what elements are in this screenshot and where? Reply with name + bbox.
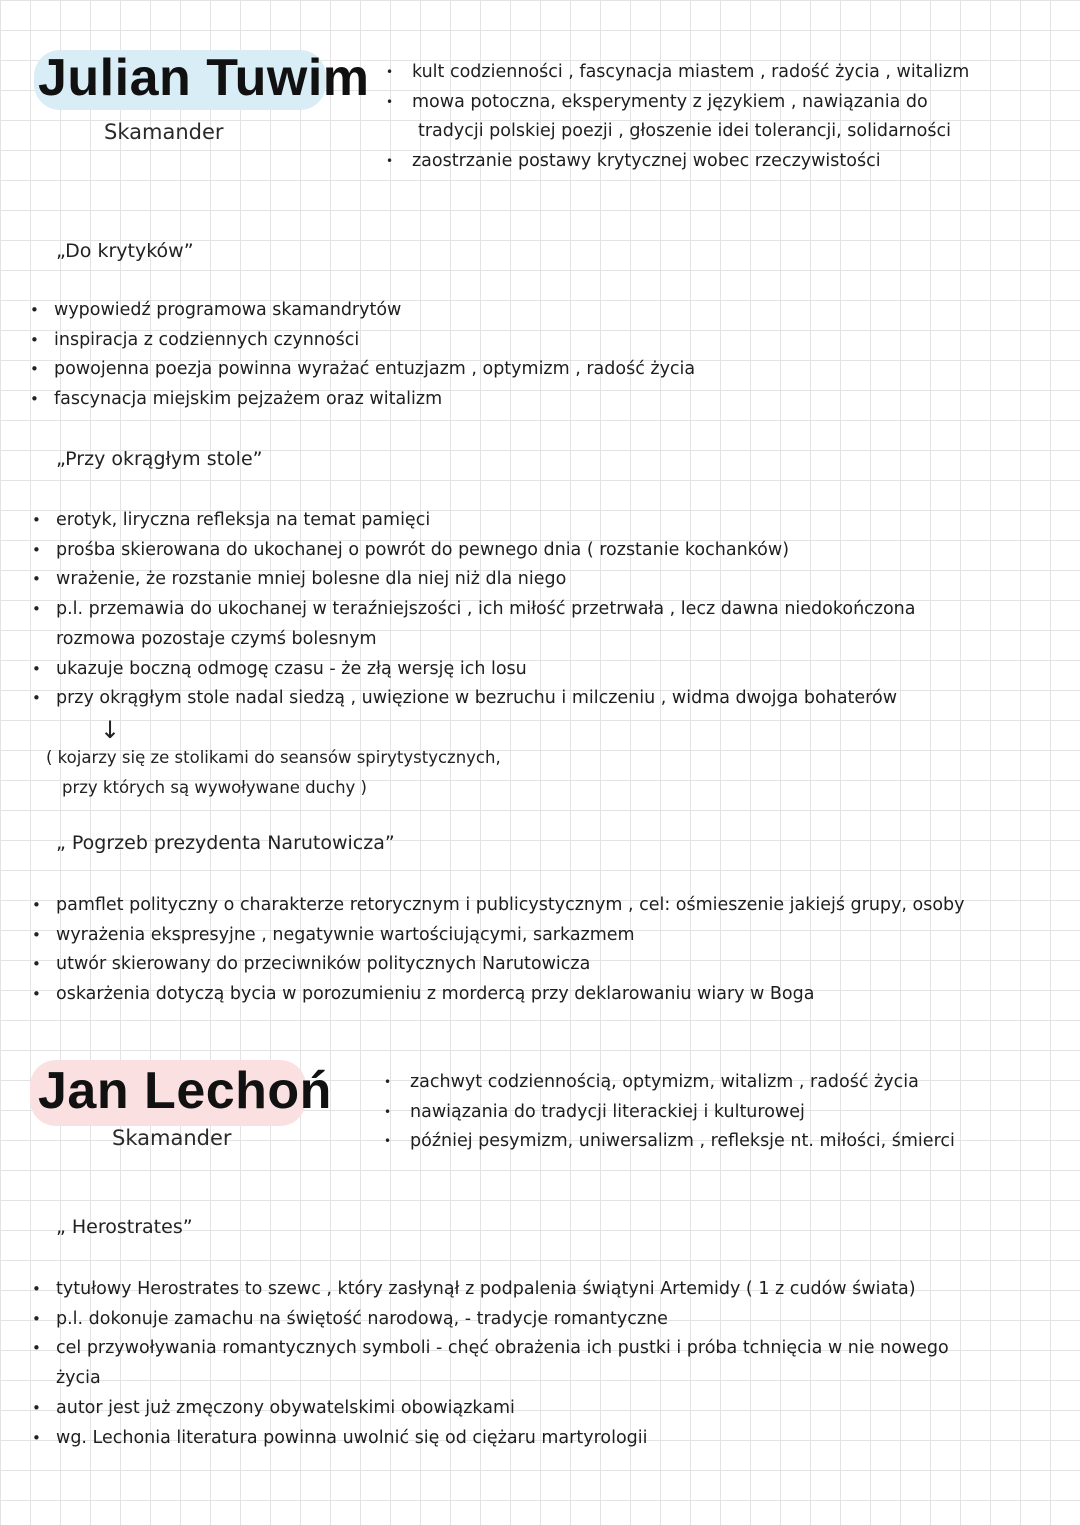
point-item: • fascynacja miejskim pejzażem oraz witalizm (54, 385, 695, 415)
point-item: • erotyk, liryczna refleksja na temat pamięci (56, 506, 916, 536)
work-points (56, 891, 965, 1010)
trait-item: • mowa potoczna, eksperymenty z językiem , nawiązania do (412, 88, 969, 118)
work-title: „Do krytyków” (56, 240, 194, 262)
note-line: przy których są wywoływane duchy ) (62, 778, 367, 797)
point-item: • przy okrągłym stole nadal siedzą , uwięzione w bezruchu i milczeniu , widma dwojga bohaterów (56, 684, 916, 714)
point-item: • pamflet polityczny o charakterze retorycznym i publicystycznym , cel: ośmieszenie jakiejś grupy, osoby (56, 891, 965, 921)
point-item: • p.l. przemawia do ukochanej w teraźniejszości , ich miłość przetrwała , lecz dawna niedokończona (56, 595, 916, 625)
author-name: Jan Lechoń (38, 1062, 332, 1120)
point-item: • wrażenie, że rozstanie mniej bolesne dla niej niż dla niego (56, 565, 916, 595)
point-item: • prośba skierowana do ukochanej o powrót do pewnego dnia ( rozstanie kochanków) (56, 536, 916, 566)
point-item: • ukazuje boczną odmogę czasu - że złą wersję ich losu (56, 655, 916, 685)
point-item: • autor jest już zmęczony obywatelskimi obowiązkami (56, 1394, 949, 1424)
work-points (54, 296, 695, 415)
author-traits (410, 1068, 955, 1157)
trait-item: • nawiązania do tradycji literackiej i kulturowej (410, 1098, 955, 1128)
point-item: • tytułowy Herostrates to szewc , który zasłynął z podpalenia świątyni Artemidy ( 1 z cudów świata) (56, 1275, 949, 1305)
point-item: • powojenna poezja powinna wyrażać entuzjazm , optymizm , radość życia (54, 355, 695, 385)
point-item: • wg. Lechonia literatura powinna uwolnić się od ciężaru martyrologii (56, 1424, 949, 1454)
point-item-continued: rozmowa pozostaje czymś bolesnym (56, 628, 377, 649)
point-item: • p.l. dokonuje zamachu na świętość narodową, - tradycje romantyczne (56, 1305, 949, 1335)
trait-item: • zachwyt codziennością, optymizm, witalizm , radość życia (410, 1068, 955, 1098)
literary-group: Skamander (112, 1126, 232, 1150)
work-title: „ Pogrzeb prezydenta Narutowicza” (56, 832, 395, 854)
point-item: • inspiracja z codziennych czynności (54, 326, 695, 356)
trait-item-continued: tradycji polskiej poezji , głoszenie idei tolerancji, solidarności (418, 121, 951, 141)
point-item: • utwór skierowany do przeciwników politycznych Narutowicza (56, 950, 965, 980)
point-item: • wyrażenia ekspresyjne , negatywnie wartościującymi, sarkazmem (56, 921, 965, 951)
point-item: • cel przywoływania romantycznych symboli - chęć obrażenia ich pustki i próba tchnięcia w nie nowego (56, 1334, 949, 1364)
trait-item: • kult codzienności , fascynacja miastem , radość życia , witalizm (412, 58, 969, 88)
work-points (56, 1275, 949, 1453)
author-name: Julian Tuwim (38, 49, 370, 107)
point-item: • wypowiedź programowa skamandrytów (54, 296, 695, 326)
literary-group: Skamander (104, 120, 224, 144)
trait-item: • zaostrzanie postawy krytycznej wobec rzeczywistości (412, 147, 969, 177)
point-item-continued: życia (56, 1368, 101, 1389)
note-line: ( kojarzy się ze stolikami do seansów spirytystycznych, (46, 748, 501, 767)
trait-item: • później pesymizm, uniwersalizm , refleksje nt. miłości, śmierci (410, 1127, 955, 1157)
work-title: „ Herostrates” (56, 1216, 193, 1238)
work-points (56, 506, 916, 714)
point-item: • oskarżenia dotyczą bycia w porozumieniu z mordercą przy deklarowaniu wiary w Boga (56, 980, 965, 1010)
work-title: „Przy okrągłym stole” (56, 448, 263, 470)
author-traits (412, 58, 969, 176)
arrow-down-icon: ↓ (100, 716, 121, 744)
